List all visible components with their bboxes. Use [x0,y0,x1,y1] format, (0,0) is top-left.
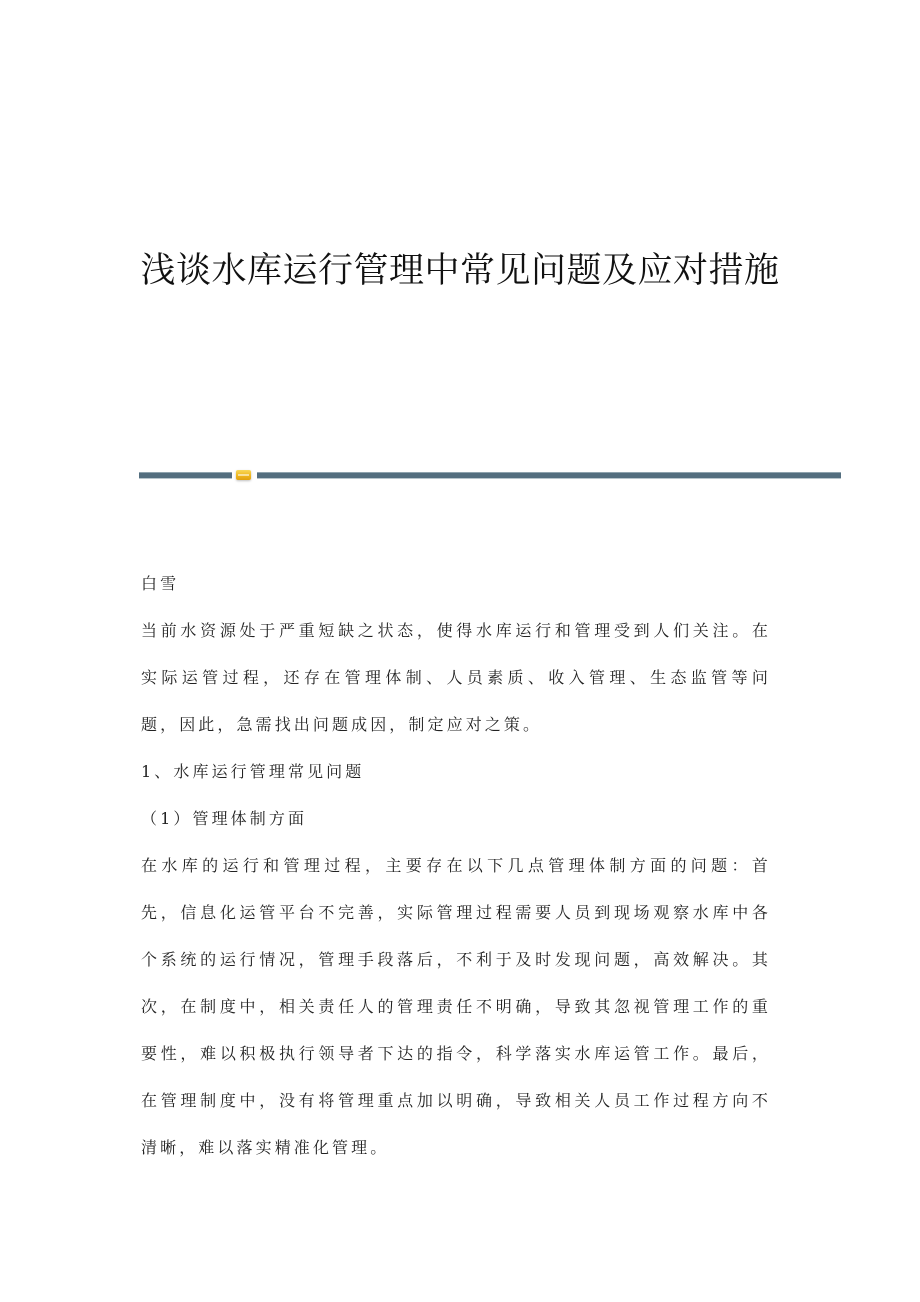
divider-bar-right [257,472,841,479]
title-divider [139,471,841,481]
subsection-heading: （1）管理体制方面 [141,809,308,828]
page-title: 浅谈水库运行管理中常见问题及应对措施 [140,251,780,291]
divider-bar-left [139,472,232,479]
author-name: 白雪 [141,574,180,593]
body-paragraph: 在水库的运行和管理过程，主要存在以下几点管理体制方面的问题：首先，信息化运管平台不完善，实际管理过程需要人员到现场观察水库中各个系统的运行情况，管理手段落后，不利于及时发现问题，高效解决。其次，在制度中，相关责任人的管理责任不明确，导致其忽视管理工作的重要性，难以积极执行领导者下达的指令，科学落实水库运管工作。最后，在管理制度中，没有将管理重点加以明确，导致相关人员工作过程方向不清晰，难以落实精准化管理。 [141,856,771,1157]
document-body [141,560,771,1171]
abstract-paragraph: 当前水资源处于严重短缺之状态，使得水库运行和管理受到人们关注。在实际运管过程，还存在管理体制、人员素质、收入管理、生态监管等问题，因此，急需找出问题成因，制定应对之策。 [141,621,771,734]
section-heading: 1、水库运行管理常见问题 [141,762,365,781]
divider-ornament-icon [236,470,251,480]
